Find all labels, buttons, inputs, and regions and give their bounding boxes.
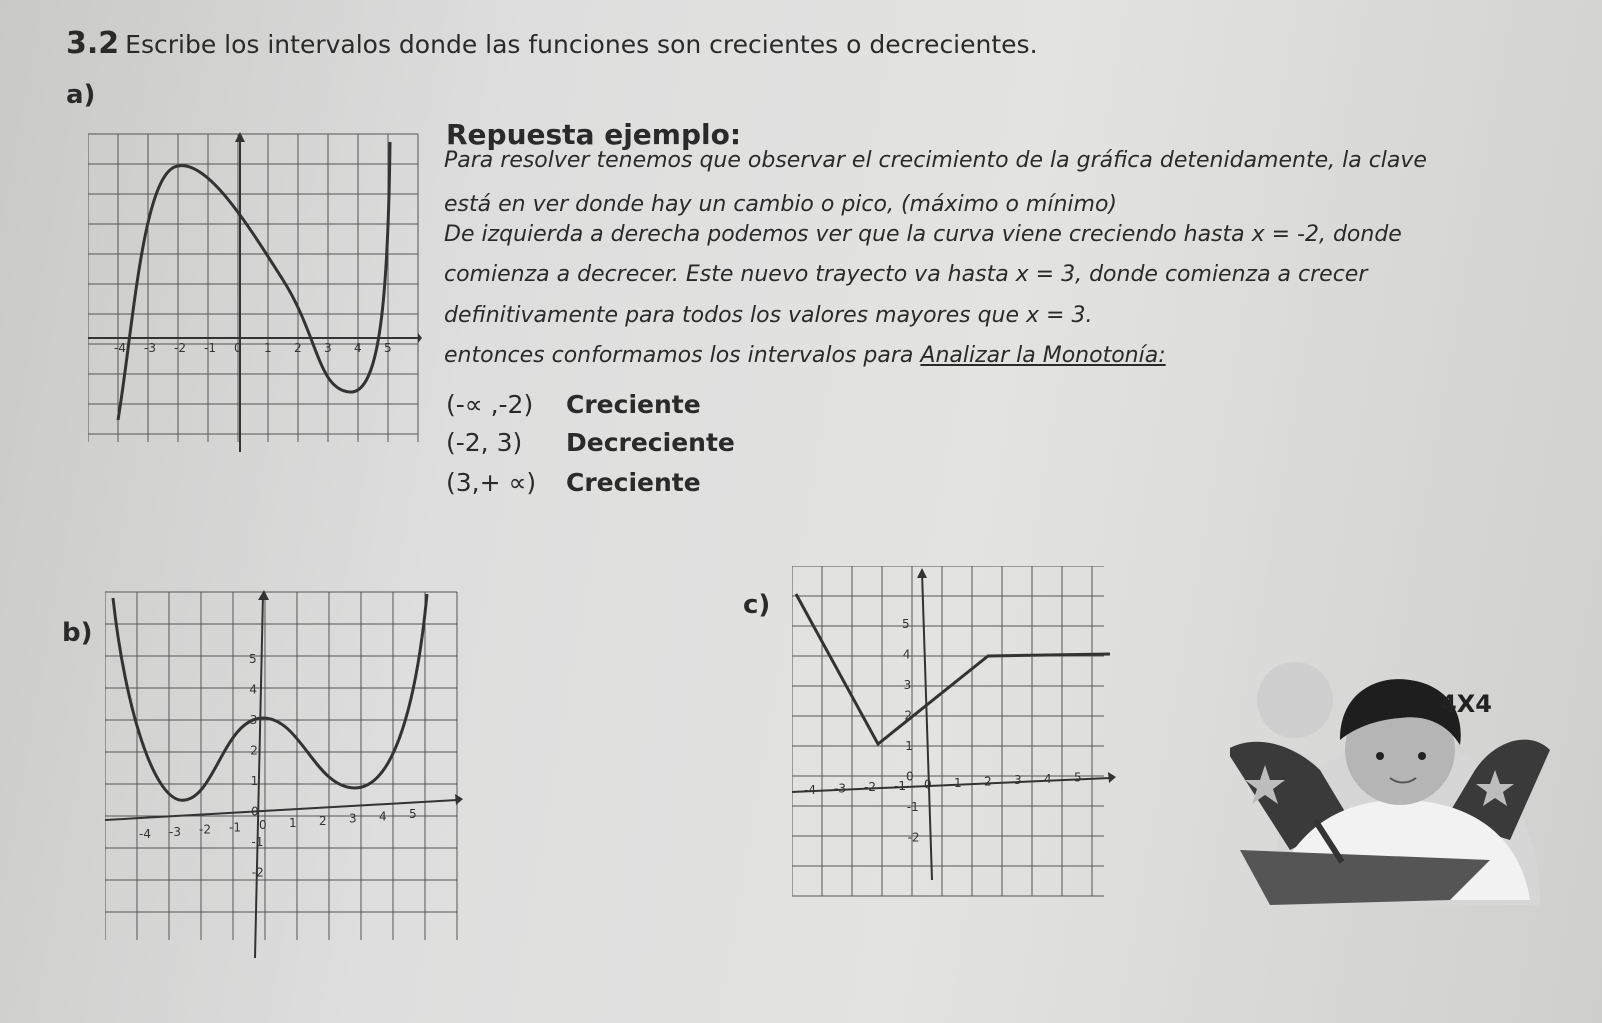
graph-a-curve	[118, 142, 390, 420]
interval-3-kind: Creciente	[566, 468, 701, 497]
graph-b-y-tick: 1	[250, 774, 259, 788]
graph-b-x-tick: 3	[349, 811, 357, 826]
graph-b-curve	[113, 594, 427, 800]
example-line-5: definitivamente para todos los valores mayores que x = 3.	[444, 303, 1093, 328]
interval-3: (3,+ ∝)	[446, 468, 537, 497]
graph-a-x-tick: 1	[264, 341, 272, 355]
example-line-6	[444, 343, 1166, 368]
graph-b-x-tick: 1	[289, 816, 297, 830]
part-a-label: a)	[66, 80, 96, 110]
graph-b-tick-labels	[139, 652, 417, 880]
exercise-number: 3.2	[66, 26, 120, 61]
graph-b-y-tick: 5	[249, 652, 257, 666]
graph-b	[105, 588, 467, 964]
exercise-instruction: Escribe los intervalos donde las funciones son crecientes o decrecientes.	[125, 30, 1038, 59]
example-line-4: comienza a decrecer. Este nuevo trayecto va hasta x = 3, donde comienza a crecer	[444, 262, 1368, 287]
graph-c-y-tick: 3	[903, 678, 912, 692]
graph-a-x-tick: -1	[204, 341, 216, 355]
graph-c-x-tick: 0	[924, 777, 932, 792]
graph-b-x-tick: -3	[169, 824, 181, 839]
graph-b-x-tick: -4	[139, 827, 151, 841]
graph-c-curve	[796, 594, 1110, 744]
graph-a-x-tick: 0	[234, 341, 242, 355]
graph-b-y-tick: 2	[250, 743, 258, 758]
example-line-3: De izquierda a derecha podemos ver que la curva viene creciendo hasta x = -2, donde	[444, 222, 1402, 247]
graph-a	[88, 130, 422, 456]
interval-1: (-∝ ,-2)	[446, 390, 534, 419]
graph-a-x-tick: 2	[294, 341, 302, 355]
graph-b-x-axis	[105, 800, 457, 820]
board-text: 4X4	[1440, 690, 1492, 718]
interval-row-1	[446, 390, 701, 419]
graph-a-x-tick: -4	[114, 341, 126, 355]
student-left-eye	[1376, 752, 1384, 760]
graph-c-tick-labels	[804, 617, 1082, 845]
graph-b-y-tick: -1	[251, 835, 264, 849]
graph-c-y-tick: -1	[906, 800, 919, 814]
graph-b-x-arrow	[455, 794, 463, 805]
interval-2-kind: Decreciente	[566, 428, 735, 457]
graph-c-y-tick: 1	[905, 739, 913, 753]
graph-c-x-tick: -4	[804, 783, 816, 797]
thought-bubble-icon	[1257, 662, 1333, 738]
exercise-heading	[66, 26, 1038, 61]
graph-b-y-tick: -2	[251, 865, 264, 880]
graph-a-tick-labels	[114, 341, 392, 355]
interval-2: (-2, 3)	[446, 428, 523, 457]
graph-c-y-arrow	[917, 568, 927, 578]
graph-b-x-tick: -1	[229, 820, 241, 835]
interval-row-3	[446, 468, 701, 497]
graph-c-x-tick: -2	[864, 780, 876, 795]
graph-c-y-axis	[922, 572, 932, 880]
graph-b-y-tick: 4	[249, 682, 258, 697]
graph-b-x-tick: 5	[409, 807, 417, 822]
graph-c-x-arrow	[1108, 772, 1116, 783]
graph-c-x-tick: 5	[1074, 770, 1082, 785]
graph-c-x-tick: 4	[1044, 771, 1052, 786]
graph-c-y-tick: 4	[902, 647, 911, 662]
graph-a-x-tick: -2	[174, 341, 186, 355]
monotonia-link: Analizar la Monotonía:	[920, 343, 1166, 368]
graph-c-y-tick: 5	[902, 617, 910, 631]
graph-b-x-tick: -2	[199, 822, 211, 837]
graph-c-y-tick: 0	[906, 769, 914, 784]
graph-b-x-tick: 2	[319, 813, 327, 828]
graph-a-x-tick: 3	[324, 341, 332, 355]
graph-c-x-tick: 3	[1014, 773, 1022, 788]
example-line-6-text: entonces conformamos los intervalos para	[444, 343, 921, 368]
student-right-eye	[1418, 752, 1426, 760]
graph-a-x-tick: 4	[354, 341, 362, 355]
graph-b-x-tick: 0	[259, 818, 267, 833]
graph-b-y-tick: 0	[251, 804, 259, 819]
graph-c-x-tick: -1	[894, 778, 906, 793]
graph-c-y-tick: -2	[907, 830, 920, 845]
graph-c-x-tick: 2	[984, 774, 992, 789]
graph-c	[792, 566, 1124, 914]
interval-row-2	[446, 428, 735, 457]
part-c-label: c)	[743, 590, 771, 620]
graph-c-x-tick: -3	[834, 781, 846, 796]
student-illustration	[1230, 660, 1560, 945]
graph-b-x-tick: 4	[379, 809, 387, 824]
example-line-1: Para resolver tenemos que observar el crecimiento de la gráfica detenidamente, la clave	[444, 148, 1427, 173]
graph-c-grid	[792, 566, 1104, 896]
graph-a-x-tick: 5	[384, 341, 392, 355]
graph-b-grid	[105, 592, 457, 940]
example-line-2: está en ver donde hay un cambio o pico, (máximo o mínimo)	[444, 192, 1117, 217]
graph-a-x-tick: -3	[144, 341, 156, 355]
part-b-label: b)	[62, 618, 93, 648]
example-title: Repuesta ejemplo:	[446, 118, 742, 151]
graph-b-y-tick: 3	[249, 713, 258, 727]
interval-1-kind: Creciente	[566, 390, 701, 419]
graph-c-x-tick: 1	[954, 776, 962, 790]
graph-c-y-tick: 2	[904, 708, 913, 723]
graph-a-x-arrow	[418, 333, 422, 343]
